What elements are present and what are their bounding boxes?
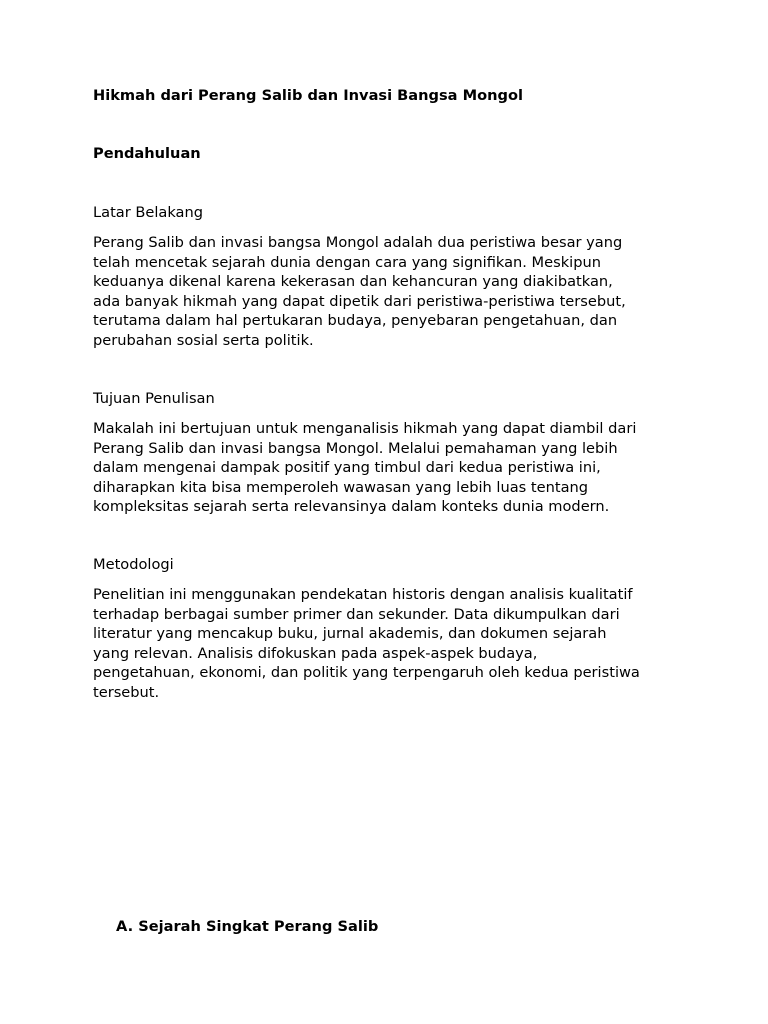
section-heading-latar-belakang: Latar Belakang [93, 204, 204, 221]
section-a-heading: A. Sejarah Singkat Perang Salib [116, 918, 379, 935]
section-heading-metodologi: Metodologi [93, 556, 174, 573]
document-title: Hikmah dari Perang Salib dan Invasi Bangsa Mongol [93, 87, 524, 104]
section-body-metodologi: Penelitian ini menggunakan pendekatan historis dengan analisis kualitatif terhadap berbagai sumber primer dan sekunder. Data dikumpulkan dari literatur yang mencakup buku, jurnal akademis, dan dokumen sejarah yang relevan. Analisis difokuskan pada aspek-aspek budaya, pengetahuan, ekonomi, dan politik yang terpengaruh oleh kedua peristiwa tersebut. [93, 586, 640, 701]
section-body-tujuan-penulisan: Makalah ini bertujuan untuk menganalisis hikmah yang dapat diambil dari Perang Salib dan invasi bangsa Mongol. Melalui pemahaman yang lebih dalam mengenai dampak positif yang timbul dari kedua peristiwa ini, diharapkan kita bisa memperoleh wawasan yang lebih luas tentang kompleksitas sejarah serta relevansinya dalam konteks dunia modern. [93, 420, 637, 516]
section-heading-tujuan-penulisan: Tujuan Penulisan [93, 390, 215, 407]
section-body-latar-belakang: Perang Salib dan invasi bangsa Mongol adalah dua peristiwa besar yang telah mencetak sejarah dunia dengan cara yang signifikan. Meskipun keduanya dikenal karena kekerasan dan kehancuran yang diakibatkan, ada banyak hikmah yang dapat dipetik dari peristiwa-peristiwa tersebut, terutama dalam hal pertukaran budaya, penyebaran pengetahuan, dan perubahan sosial serta politik. [93, 234, 626, 349]
intro-heading: Pendahuluan [93, 145, 201, 162]
